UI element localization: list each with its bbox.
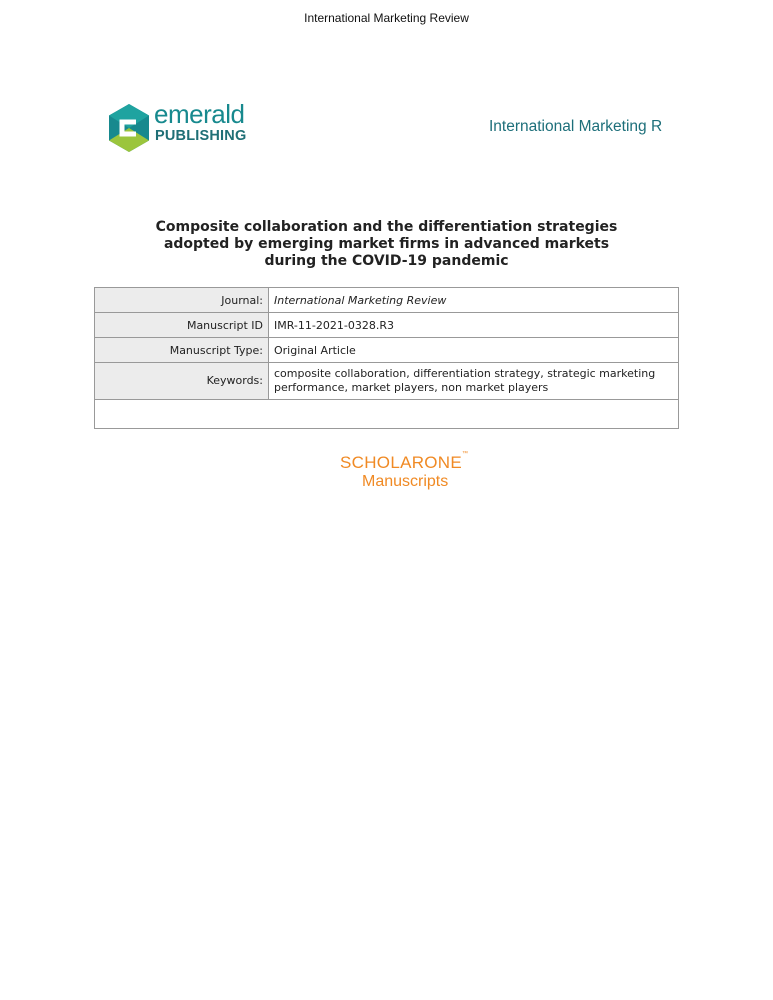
manuscript-type-value: Original Article	[269, 338, 679, 363]
emerald-publishing-logo	[106, 99, 256, 156]
table-row	[95, 313, 679, 338]
running-header: International Marketing Review	[304, 11, 469, 25]
manuscript-type-label: Manuscript Type:	[95, 338, 269, 363]
emerald-publishing-text: PUBLISHING	[155, 128, 247, 144]
title-line: Composite collaboration and the differentiation strategies	[155, 219, 618, 235]
journal-label: Journal:	[95, 288, 269, 313]
paper-title	[100, 219, 673, 270]
manuscript-id-label: Manuscript ID	[95, 313, 269, 338]
empty-cell	[95, 400, 679, 429]
emerald-wordmark: emerald	[154, 99, 245, 129]
table-row	[95, 400, 679, 429]
scholarone-text: SCHOLARONE	[340, 453, 463, 472]
title-line: during the COVID-19 pandemic	[264, 253, 509, 269]
keywords-value: composite collaboration, differentiation strategy, strategic marketing performance, market players, non market players	[269, 363, 679, 400]
scholarone-wordmark	[340, 453, 468, 473]
keywords-label: Keywords:	[95, 363, 269, 400]
scholarone-logo	[340, 453, 480, 495]
table-row	[95, 363, 679, 400]
scholarone-manuscripts-text: Manuscripts	[362, 473, 449, 490]
journal-value: International Marketing Review	[269, 288, 679, 313]
title-line: adopted by emerging market firms in advanced markets	[163, 236, 610, 252]
table-row	[95, 288, 679, 313]
manuscript-metadata-table	[94, 287, 679, 429]
emerald-logo-icon	[106, 102, 152, 154]
manuscript-id-value: IMR-11-2021-0328.R3	[269, 313, 679, 338]
journal-banner: International Marketing R	[489, 118, 663, 135]
table-row	[95, 338, 679, 363]
trademark-symbol: ™	[462, 451, 469, 457]
